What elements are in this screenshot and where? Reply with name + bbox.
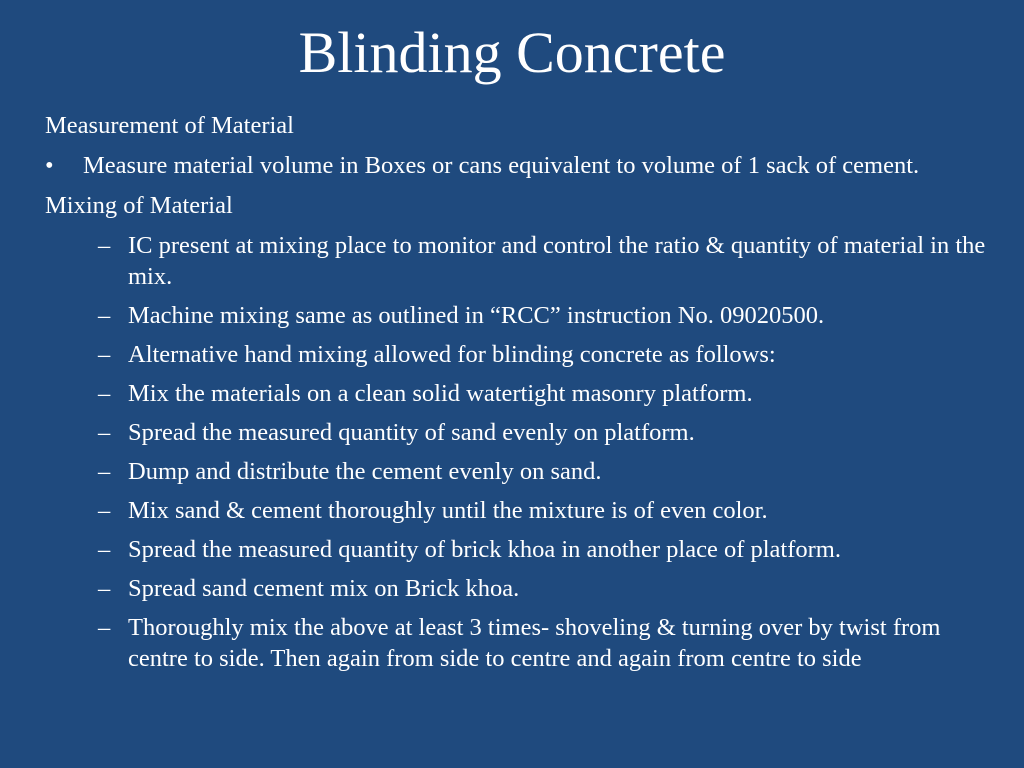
sub-item bbox=[45, 417, 995, 448]
section-heading-mixing: Mixing of Material bbox=[45, 192, 233, 219]
sub-item bbox=[45, 378, 995, 409]
sub-item-text: Spread sand cement mix on Brick khoa. bbox=[128, 575, 520, 602]
sub-item-text: Mix the materials on a clean solid watertight masonry platform. bbox=[128, 380, 753, 407]
dash-marker: – bbox=[98, 536, 111, 563]
dash-marker: – bbox=[98, 614, 111, 641]
sub-item-text: Alternative hand mixing allowed for blinding concrete as follows: bbox=[128, 341, 776, 368]
bullet-marker: • bbox=[45, 152, 54, 179]
slide-title: Blinding Concrete bbox=[298, 20, 726, 85]
sub-item bbox=[45, 456, 995, 487]
sub-item-text: Thoroughly mix the above at least 3 times- shoveling & turning over by twist from centre to side. Then again from side to centre and again from centre to side bbox=[128, 614, 941, 672]
sub-item bbox=[45, 495, 995, 526]
sub-item bbox=[45, 339, 995, 370]
dash-marker: – bbox=[98, 575, 111, 602]
dash-marker: – bbox=[98, 380, 111, 407]
dash-marker: – bbox=[98, 497, 111, 524]
sub-item-text: Spread the measured quantity of brick khoa in another place of platform. bbox=[128, 536, 841, 563]
sub-item-text: Mix sand & cement thoroughly until the mixture is of even color. bbox=[128, 497, 768, 524]
dash-marker: – bbox=[98, 302, 111, 329]
dash-marker: – bbox=[98, 232, 111, 259]
sub-item bbox=[45, 534, 995, 565]
sub-item bbox=[45, 300, 995, 331]
dash-marker: – bbox=[98, 419, 111, 446]
sub-item-text: Dump and distribute the cement evenly on sand. bbox=[128, 458, 602, 485]
bullet-item bbox=[45, 150, 995, 181]
sub-item-text: IC present at mixing place to monitor and control the ratio & quantity of material in the mix. bbox=[128, 232, 986, 290]
slide-body bbox=[45, 110, 995, 682]
sub-item bbox=[45, 573, 995, 604]
section-heading-measurement: Measurement of Material bbox=[45, 112, 294, 139]
bullet-text: Measure material volume in Boxes or cans equivalent to volume of 1 sack of cement. bbox=[83, 152, 920, 179]
dash-marker: – bbox=[98, 458, 111, 485]
sub-item-text: Spread the measured quantity of sand evenly on platform. bbox=[128, 419, 695, 446]
sub-item bbox=[45, 230, 995, 292]
dash-marker: – bbox=[98, 341, 111, 368]
sub-item-text: Machine mixing same as outlined in “RCC” instruction No. 09020500. bbox=[128, 302, 825, 329]
sub-item bbox=[45, 612, 995, 674]
